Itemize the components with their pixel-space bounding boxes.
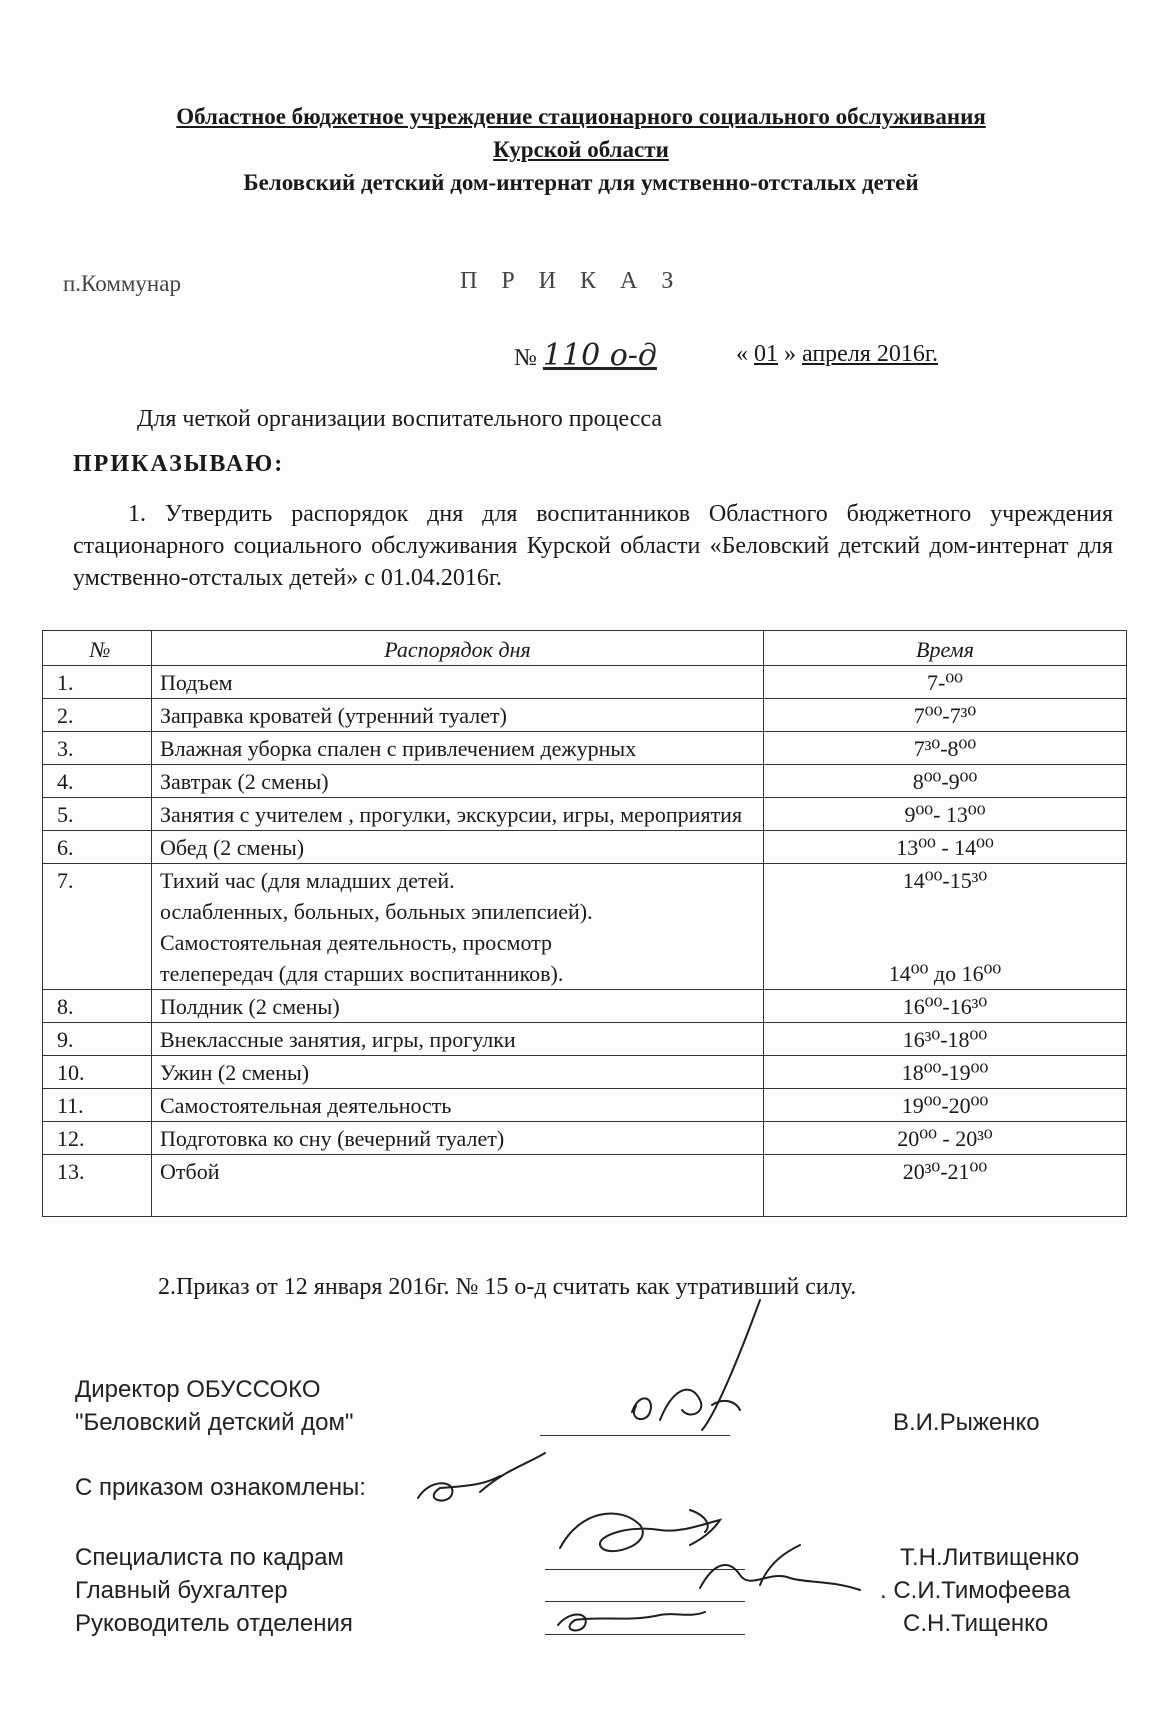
row-number: 8.	[43, 990, 152, 1023]
row-number: 5.	[43, 798, 152, 831]
row-activity: Внеклассные занятия, игры, прогулки	[152, 1023, 764, 1056]
date-day: 01	[754, 341, 778, 367]
department-head-signature	[558, 1612, 705, 1630]
row-time: 20⁰⁰ - 20³⁰	[764, 1122, 1127, 1155]
item-1-content: 1. Утвердить распорядок дня для воспитанников Областного бюджетного учреждения стационарного социального обслуживания Курской области «Беловский детский дом-интернат для умственно-отсталых детей» с 01.04.2016г.	[73, 501, 1113, 591]
signer-role: Специалиста по кадрам	[75, 1544, 344, 1571]
order-number-prefix: №	[514, 345, 537, 371]
date-quote-open: «	[736, 341, 748, 367]
document-title: П Р И К А З	[460, 268, 683, 294]
row-number: 12.	[43, 1122, 152, 1155]
row-number: 13.	[43, 1155, 152, 1217]
row-number: 11.	[43, 1089, 152, 1122]
row-time-line: 14⁰⁰-15³⁰	[902, 868, 988, 893]
director-signature	[632, 1300, 760, 1430]
hr-signature	[560, 1510, 720, 1551]
row-time: 7³⁰-8⁰⁰	[764, 732, 1127, 765]
row-time: 9⁰⁰- 13⁰⁰	[764, 798, 1127, 831]
row-activity-line: ослабленных, больных, больных эпилепсией).	[160, 899, 593, 924]
row-activity-line: телепередач (для старших воспитанников).	[160, 961, 564, 986]
row-time: 13⁰⁰ - 14⁰⁰	[764, 831, 1127, 864]
row-time: 20³⁰-21⁰⁰	[764, 1155, 1127, 1217]
row-number: 1.	[43, 666, 152, 699]
row-number: 7.	[43, 864, 152, 990]
accountant-signature	[700, 1545, 860, 1590]
row-activity: Отбой	[152, 1155, 764, 1217]
signer-role: Главный бухгалтер	[75, 1577, 288, 1604]
row-activity: Самостоятельная деятельность	[152, 1089, 764, 1122]
row-number: 4.	[43, 765, 152, 798]
row-activity: Заправка кроватей (утренний туалет)	[152, 699, 764, 732]
row-time: 16³⁰-18⁰⁰	[764, 1023, 1127, 1056]
row-activity: Подготовка ко сну (вечерний туалет)	[152, 1122, 764, 1155]
row-activity-line: Тихий час (для младших детей.	[160, 868, 455, 893]
row-time: 19⁰⁰-20⁰⁰	[764, 1089, 1127, 1122]
row-activity: Влажная уборка спален с привлечением дежурных	[152, 732, 764, 765]
date-quote-close: »	[784, 341, 796, 367]
signer-role: Руководитель отделения	[75, 1610, 353, 1637]
row-time: 8⁰⁰-9⁰⁰	[764, 765, 1127, 798]
row-activity: Обед (2 смены)	[152, 831, 764, 864]
director-title: Директор ОБУССОКО	[75, 1376, 321, 1403]
intro-text: Для четкой организации воспитательного процесса	[137, 406, 662, 432]
header-time: Время	[764, 631, 1127, 666]
header-activity: Распорядок дня	[152, 631, 764, 666]
header-line-3: Беловский детский дом-интернат для умственно-отсталых детей	[243, 170, 919, 195]
item-2-text: 2.Приказ от 12 января 2016г. № 15 о-д считать как утративший силу.	[158, 1274, 857, 1300]
row-number: 10.	[43, 1056, 152, 1089]
signer-name: Т.Н.Литвищенко	[900, 1544, 1080, 1571]
order-number-value: 110 о-д	[542, 338, 657, 373]
signer-name: С.Н.Тищенко	[903, 1610, 1049, 1637]
row-activity: Полдник (2 смены)	[152, 990, 764, 1023]
place-name: п.Коммунар	[63, 271, 181, 296]
row-number: 9.	[43, 1023, 152, 1056]
director-organization: "Беловский детский дом"	[75, 1409, 354, 1436]
row-activity: Подъем	[152, 666, 764, 699]
row-time: 18⁰⁰-19⁰⁰	[764, 1056, 1127, 1089]
row-activity: Завтрак (2 смены)	[152, 765, 764, 798]
row-activity: Занятия с учителем , прогулки, экскурсии, игры, мероприятия	[152, 798, 764, 831]
row-number: 6.	[43, 831, 152, 864]
row-activity-line: Самостоятельная деятельность, просмотр	[160, 930, 553, 955]
row-time: 7-⁰⁰	[764, 666, 1127, 699]
director-name: В.И.Рыженко	[893, 1409, 1040, 1436]
row-time-line: 14⁰⁰ до 16⁰⁰	[888, 961, 1002, 986]
acknowledged-signature	[418, 1453, 545, 1501]
order-word: ПРИКАЗЫВАЮ:	[73, 451, 285, 477]
header-line-2: Курской области	[493, 137, 669, 162]
signer-name: . С.И.Тимофеева	[880, 1577, 1071, 1604]
acknowledged-label: С приказом ознакомлены:	[75, 1474, 366, 1501]
header-number: №	[43, 631, 152, 666]
row-number: 3.	[43, 732, 152, 765]
row-number: 2.	[43, 699, 152, 732]
row-activity: Ужин (2 смены)	[152, 1056, 764, 1089]
row-time: 7⁰⁰-7³⁰	[764, 699, 1127, 732]
header-line-1: Областное бюджетное учреждение стационарного социального обслуживания	[176, 104, 986, 129]
row-time: 16⁰⁰-16³⁰	[764, 990, 1127, 1023]
date-month-year: апреля 2016г.	[802, 341, 938, 367]
